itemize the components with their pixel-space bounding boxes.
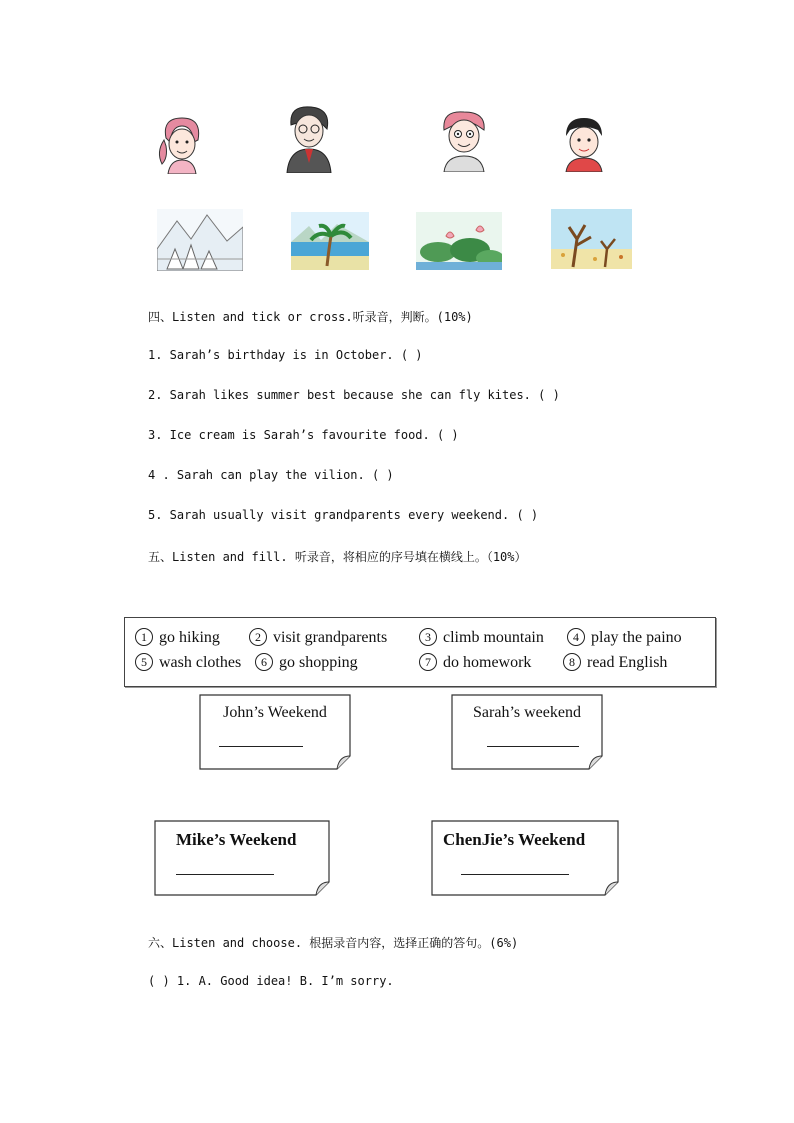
note-title: ChenJie’s Weekend bbox=[443, 830, 586, 849]
girl-sarah-picture bbox=[152, 112, 210, 174]
word-bank-item: 2 visit grandparents bbox=[249, 628, 387, 647]
section6-heading: 六、Listen and choose. 根据录音内容，选择正确的答句。(6%) bbox=[148, 936, 519, 950]
teacher-man-picture bbox=[283, 103, 335, 173]
section4-heading: 四、Listen and tick or cross.听录音，判断。(10%) bbox=[148, 310, 473, 324]
boy-chenjie-picture bbox=[560, 114, 608, 172]
note-john-weekend bbox=[199, 694, 351, 770]
answer-line bbox=[176, 874, 274, 875]
autumn-tree-picture bbox=[551, 209, 632, 269]
section6-item-1: ( ) 1. A. Good idea! B. I’m sorry. bbox=[148, 974, 394, 988]
snowy-mountain-picture bbox=[157, 209, 243, 271]
word-bank-item: 8 read English bbox=[563, 653, 667, 672]
beach-palm-picture bbox=[291, 212, 369, 270]
boy-mike-picture bbox=[436, 106, 492, 172]
note-title: John’s Weekend bbox=[223, 704, 327, 721]
answer-line bbox=[219, 746, 303, 747]
note-mike-weekend bbox=[154, 820, 330, 896]
word-bank-item: 4 play the paino bbox=[567, 628, 682, 647]
answer-line bbox=[487, 746, 579, 747]
note-chenjie-weekend bbox=[431, 820, 619, 896]
note-title: Sarah’s weekend bbox=[473, 704, 581, 721]
word-bank-item: 6 go shopping bbox=[255, 653, 358, 672]
section4-item-2: 2. Sarah likes summer best because she can fly kites. ( ) bbox=[148, 388, 560, 402]
word-bank-item: 5 wash clothes bbox=[135, 653, 241, 672]
word-bank-item: 1 go hiking bbox=[135, 628, 220, 647]
section4-item-1: 1. Sarah’s birthday is in October. ( ) bbox=[148, 348, 423, 362]
word-bank-box bbox=[124, 617, 716, 687]
lotus-pond-picture bbox=[416, 212, 502, 270]
section5-heading: 五、Listen and fill. 听录音，将相应的序号填在横线上。（10%） bbox=[148, 550, 527, 564]
word-bank-item: 3 climb mountain bbox=[419, 628, 544, 647]
note-title: Mike’s Weekend bbox=[176, 830, 297, 849]
answer-line bbox=[461, 874, 569, 875]
section4-item-3: 3. Ice cream is Sarah’s favourite food. ( ) bbox=[148, 428, 459, 442]
section4-item-5: 5. Sarah usually visit grandparents every weekend. ( ) bbox=[148, 508, 539, 522]
section4-item-4: 4 . Sarah can play the vilion. ( ) bbox=[148, 468, 394, 482]
note-sarah-weekend bbox=[451, 694, 603, 770]
word-bank-item: 7 do homework bbox=[419, 653, 531, 672]
